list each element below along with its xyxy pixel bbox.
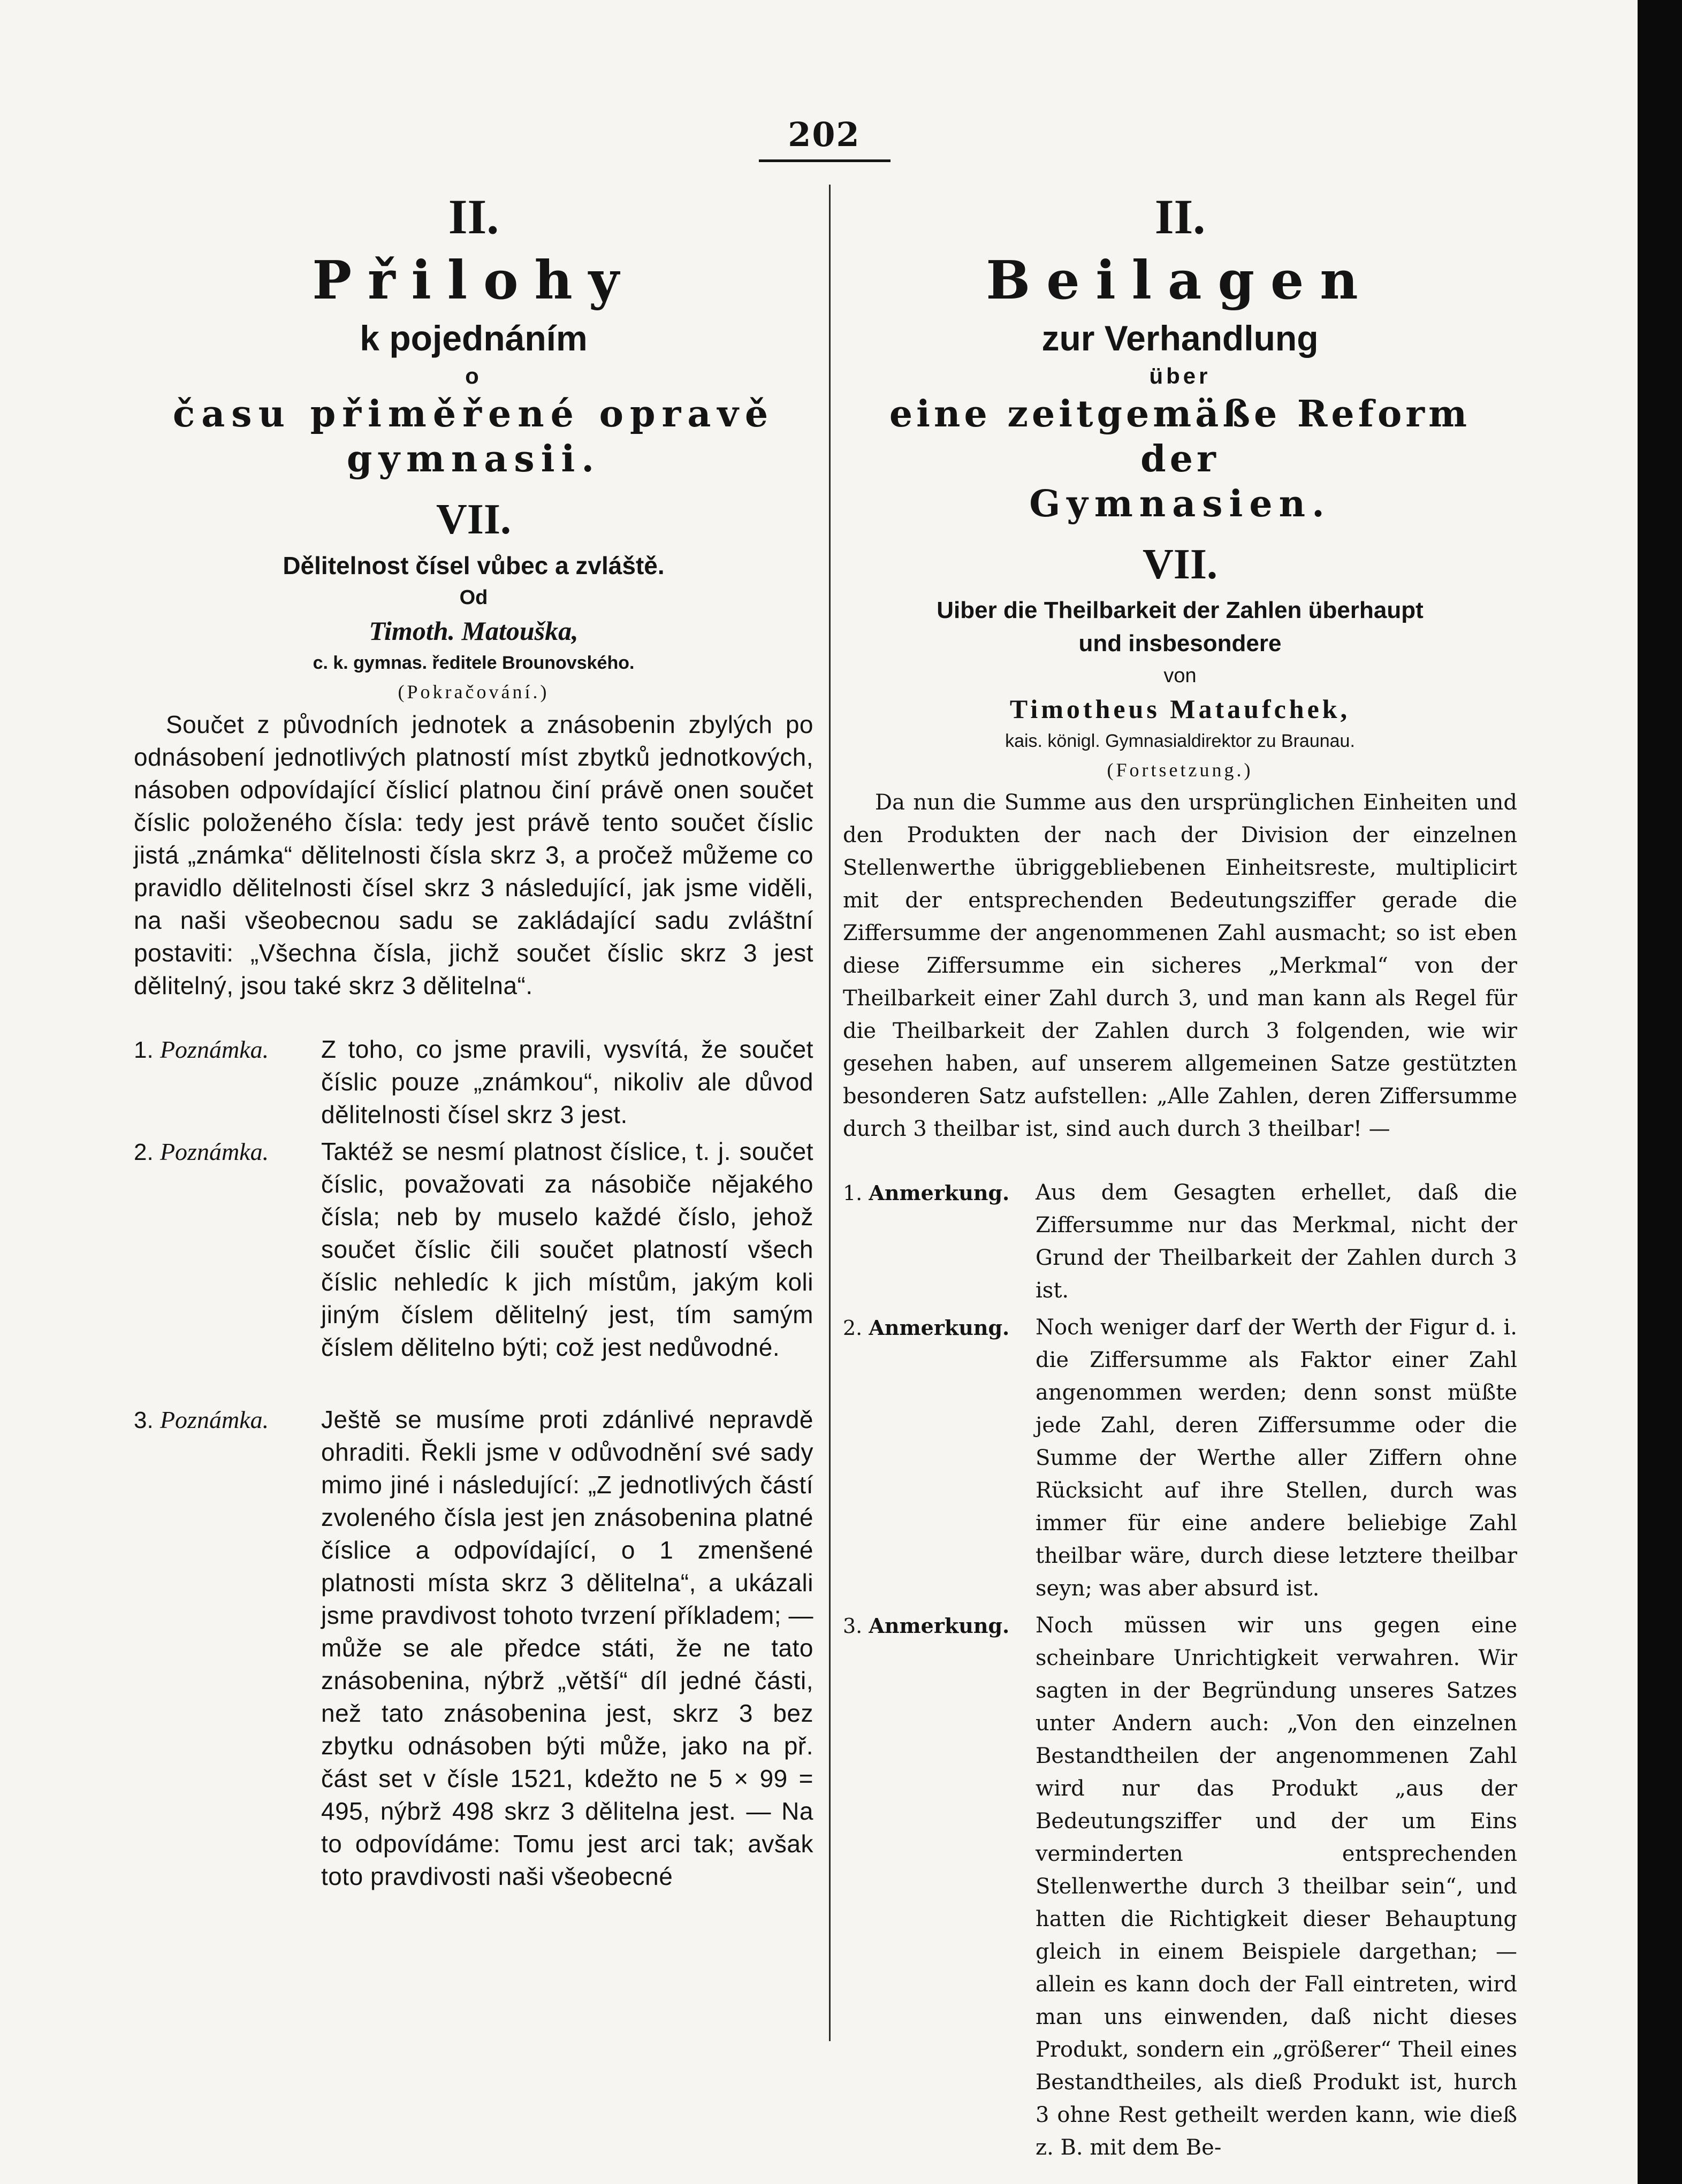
continuation-mark: (Fortsetzung.) — [1107, 759, 1253, 781]
note-word: Poznámka. — [159, 1406, 269, 1433]
appendix-title: Přilohy — [312, 250, 635, 311]
note-number: 1. — [843, 1181, 863, 1205]
topic-line-1: času přiměřené opravě — [172, 393, 775, 436]
section-subject: Dělitelnost čísel vůbec a zvláště. — [283, 552, 665, 579]
connector-word: o — [465, 363, 482, 388]
scan-edge-shadow — [1638, 0, 1682, 2184]
note-text: Z toho, co jsme pravili, vysvítá, že součet číslic pouze „známkou“, nikoliv ale důvod dělitelnosti čísel skrz 3 jest. — [321, 1035, 813, 1128]
topic-line-1: eine zeitgemäße Reform der — [889, 393, 1471, 480]
section-subject-line-1: Uiber die Theilbarkeit der Zahlen überhaupt — [937, 597, 1424, 623]
note-text: Aus dem Gesagten erhellet, daß die Ziffersumme nur das Merkmal, nicht der Grund der Theilbarkeit der Zahlen durch 3 ist. — [1036, 1180, 1517, 1303]
section-subject-line-2: und insbesondere — [1078, 630, 1282, 656]
note-1 — [134, 1033, 813, 1131]
note-label — [843, 1311, 1036, 1605]
connector-word: über — [1149, 363, 1211, 388]
note-word: Poznámka. — [159, 1036, 269, 1063]
note-number: 3. — [134, 1407, 154, 1433]
author-by: von — [1163, 665, 1197, 687]
note-2 — [843, 1311, 1517, 1605]
note-label — [134, 1135, 321, 1364]
author-role: c. k. gymnas. ředitele Brounovského. — [313, 653, 635, 673]
german-column — [843, 187, 1517, 2164]
topic-line-2: Gymnasien. — [1029, 483, 1331, 525]
main-paragraph: Součet z původních jednotek a znásobenin zbylých po odnásobení jednotlivých platností míst zbytků jednotkových, násoben odpovídající číslicí platnou činí právě onen součet číslic položeného čísla: tedy jest právě tento součet číslic jistá „známka“ dělitelnosti čísla skrz 3, a pročež můžeme co pravidlo dělitelnosti čísel skrz 3 následující, jak jsme viděli, na naši všeobecnou sadu se zakládající sadu zvláštní postaviti: „Všechna čísla, jichž součet číslic skrz 3 jest dělitelný, jsou také skrz 3 dělitelna“. — [134, 711, 813, 999]
note-text: Noch müssen wir uns gegen eine scheinbare Unrichtigkeit verwahren. Wir sagten in der Begründung unseres Satzes unter Andern auch: „Von den einzelnen Bestandtheilen der angenommenen Zahl wird nur das Produkt „aus der Bedeutungsziffer und der um Eins verminderten entsprechenden Stellenwerthe durch 3 theilbar sein“, und hatten die Richtigkeit dieser Behauptung gleich in einem Beispiele dargethan; — allein es kann doch der Fall eintreten, wird man uns einwenden, daß nicht dieses Produkt, sondern ein „größerer“ Theil eines Bestandtheiles, als dieß Produkt ist, hurch 3 ohne Rest getheilt werden kann, wie dieß z. B. mit dem Be- — [1036, 1613, 1517, 2160]
author-role: kais. königl. Gymnasialdirektor zu Braunau. — [1005, 731, 1355, 751]
note-label — [134, 1033, 321, 1131]
author-name: Timoth. Matouška, — [369, 616, 579, 646]
main-paragraph: Da nun die Summe aus den ursprünglichen Einheiten und den Produkten der nach der Division der einzelnen Stellenwerthe übriggebliebenen Einheitsreste, multiplicirt mit der entsprechenden Bedeutungsziffer gerade die Ziffersumme der angenommenen Zahl ausmacht; so ist eben diese Ziffersumme ein sicheres „Merkmal“ von der Theilbarkeit einer Zahl durch 3, und man kann als Regel für die Theilbarkeit der Zahlen durch 3 folgenden, wie wir gesehen haben, auf unserem allgemeinen Satze gestützten besonderen Satz aufstellen: „Alle Zahlen, deren Ziffersumme durch 3 theilbar ist, sind auch durch 3 theilbar! — — [843, 790, 1517, 1141]
note-word: Poznámka. — [159, 1138, 269, 1165]
note-3 — [843, 1609, 1517, 2164]
note-1 — [843, 1177, 1517, 1307]
appendix-title: Beilagen — [986, 250, 1374, 311]
section-numeral: VII. — [1142, 541, 1218, 588]
part-roman-numeral: II. — [1154, 189, 1206, 244]
note-word: Anmerkung. — [869, 1181, 1010, 1205]
note-text: Ještě se musíme proti zdánlivé nepravdě ohraditi. Řekli jsme v odůvodnění své sady mimo jiné i následující: „Z jednotlivých částí zvoleného čísla jest jen znásobenina platné číslice a odpovídající, o 1 zmenšené platnosti místa skrz 3 dělitelna“, a ukázali jsme pravdivost tohoto tvrzení příkladem; — může se ale předce státi, že ne tato znásobenina, nýbrž „větší“ díl jedné části, než tato znásobenina jest, skrz 3 bez zbytku odnásoben býti může, jako na př. část set v čísle 1521, kdežto ne 5 × 99 = 495, nýbrž 498 skrz 3 dělitelna jest. — Na to odpovídáme: Tomu jest arci tak; avšak toto pravdivosti naši všeobecné — [321, 1406, 813, 1890]
note-word: Anmerkung. — [869, 1316, 1010, 1340]
author-name: Timotheus Mataufchek, — [1009, 694, 1351, 724]
note-label — [843, 1177, 1036, 1307]
note-text: Taktéž se nesmí platnost číslice, t. j. součet číslic, považovati za násobiče nějakého čísla; neb by muselo každé číslo, jehož součet číslic čili součet platností všech číslic nehledíc k jich místům, jakým koli jiným číslem dělitelný jest, tím samým číslem dělitelno býti; což jest nedůvodné. — [321, 1137, 813, 1361]
note-text: Noch weniger darf der Werth der Figur d. i. die Ziffersumme als Faktor einer Zahl angenommen werden; denn sonst müßte jede Zahl, deren Ziffersumme oder die Summe der Werthe aller Ziffern ohne Rücksicht auf ihre Stellen, durch was immer für eine andere beliebige Zahl theilbar wäre, durch diese letztere theilbar seyn; was aber absurd ist. — [1036, 1315, 1517, 1601]
note-number: 1. — [134, 1037, 154, 1063]
appendix-subtitle: k pojednáním — [360, 318, 588, 358]
note-number: 2. — [843, 1316, 863, 1340]
note-number: 3. — [843, 1614, 863, 1638]
note-label — [843, 1609, 1036, 2164]
note-3 — [134, 1403, 813, 1893]
section-numeral: VII. — [436, 496, 512, 543]
page-number-rule — [759, 159, 891, 162]
continuation-mark: (Pokračování.) — [398, 681, 550, 702]
note-number: 2. — [134, 1139, 154, 1165]
author-by: Od — [459, 586, 488, 609]
note-label — [134, 1403, 321, 1893]
appendix-subtitle: zur Verhandlung — [1041, 318, 1319, 358]
topic-line-2: gymnasii. — [346, 438, 601, 480]
note-2 — [134, 1135, 813, 1364]
page-number: 202 — [788, 115, 861, 154]
column-divider — [829, 185, 831, 2041]
note-word: Anmerkung. — [869, 1614, 1010, 1638]
part-roman-numeral: II. — [448, 189, 499, 244]
czech-column — [134, 187, 813, 1893]
